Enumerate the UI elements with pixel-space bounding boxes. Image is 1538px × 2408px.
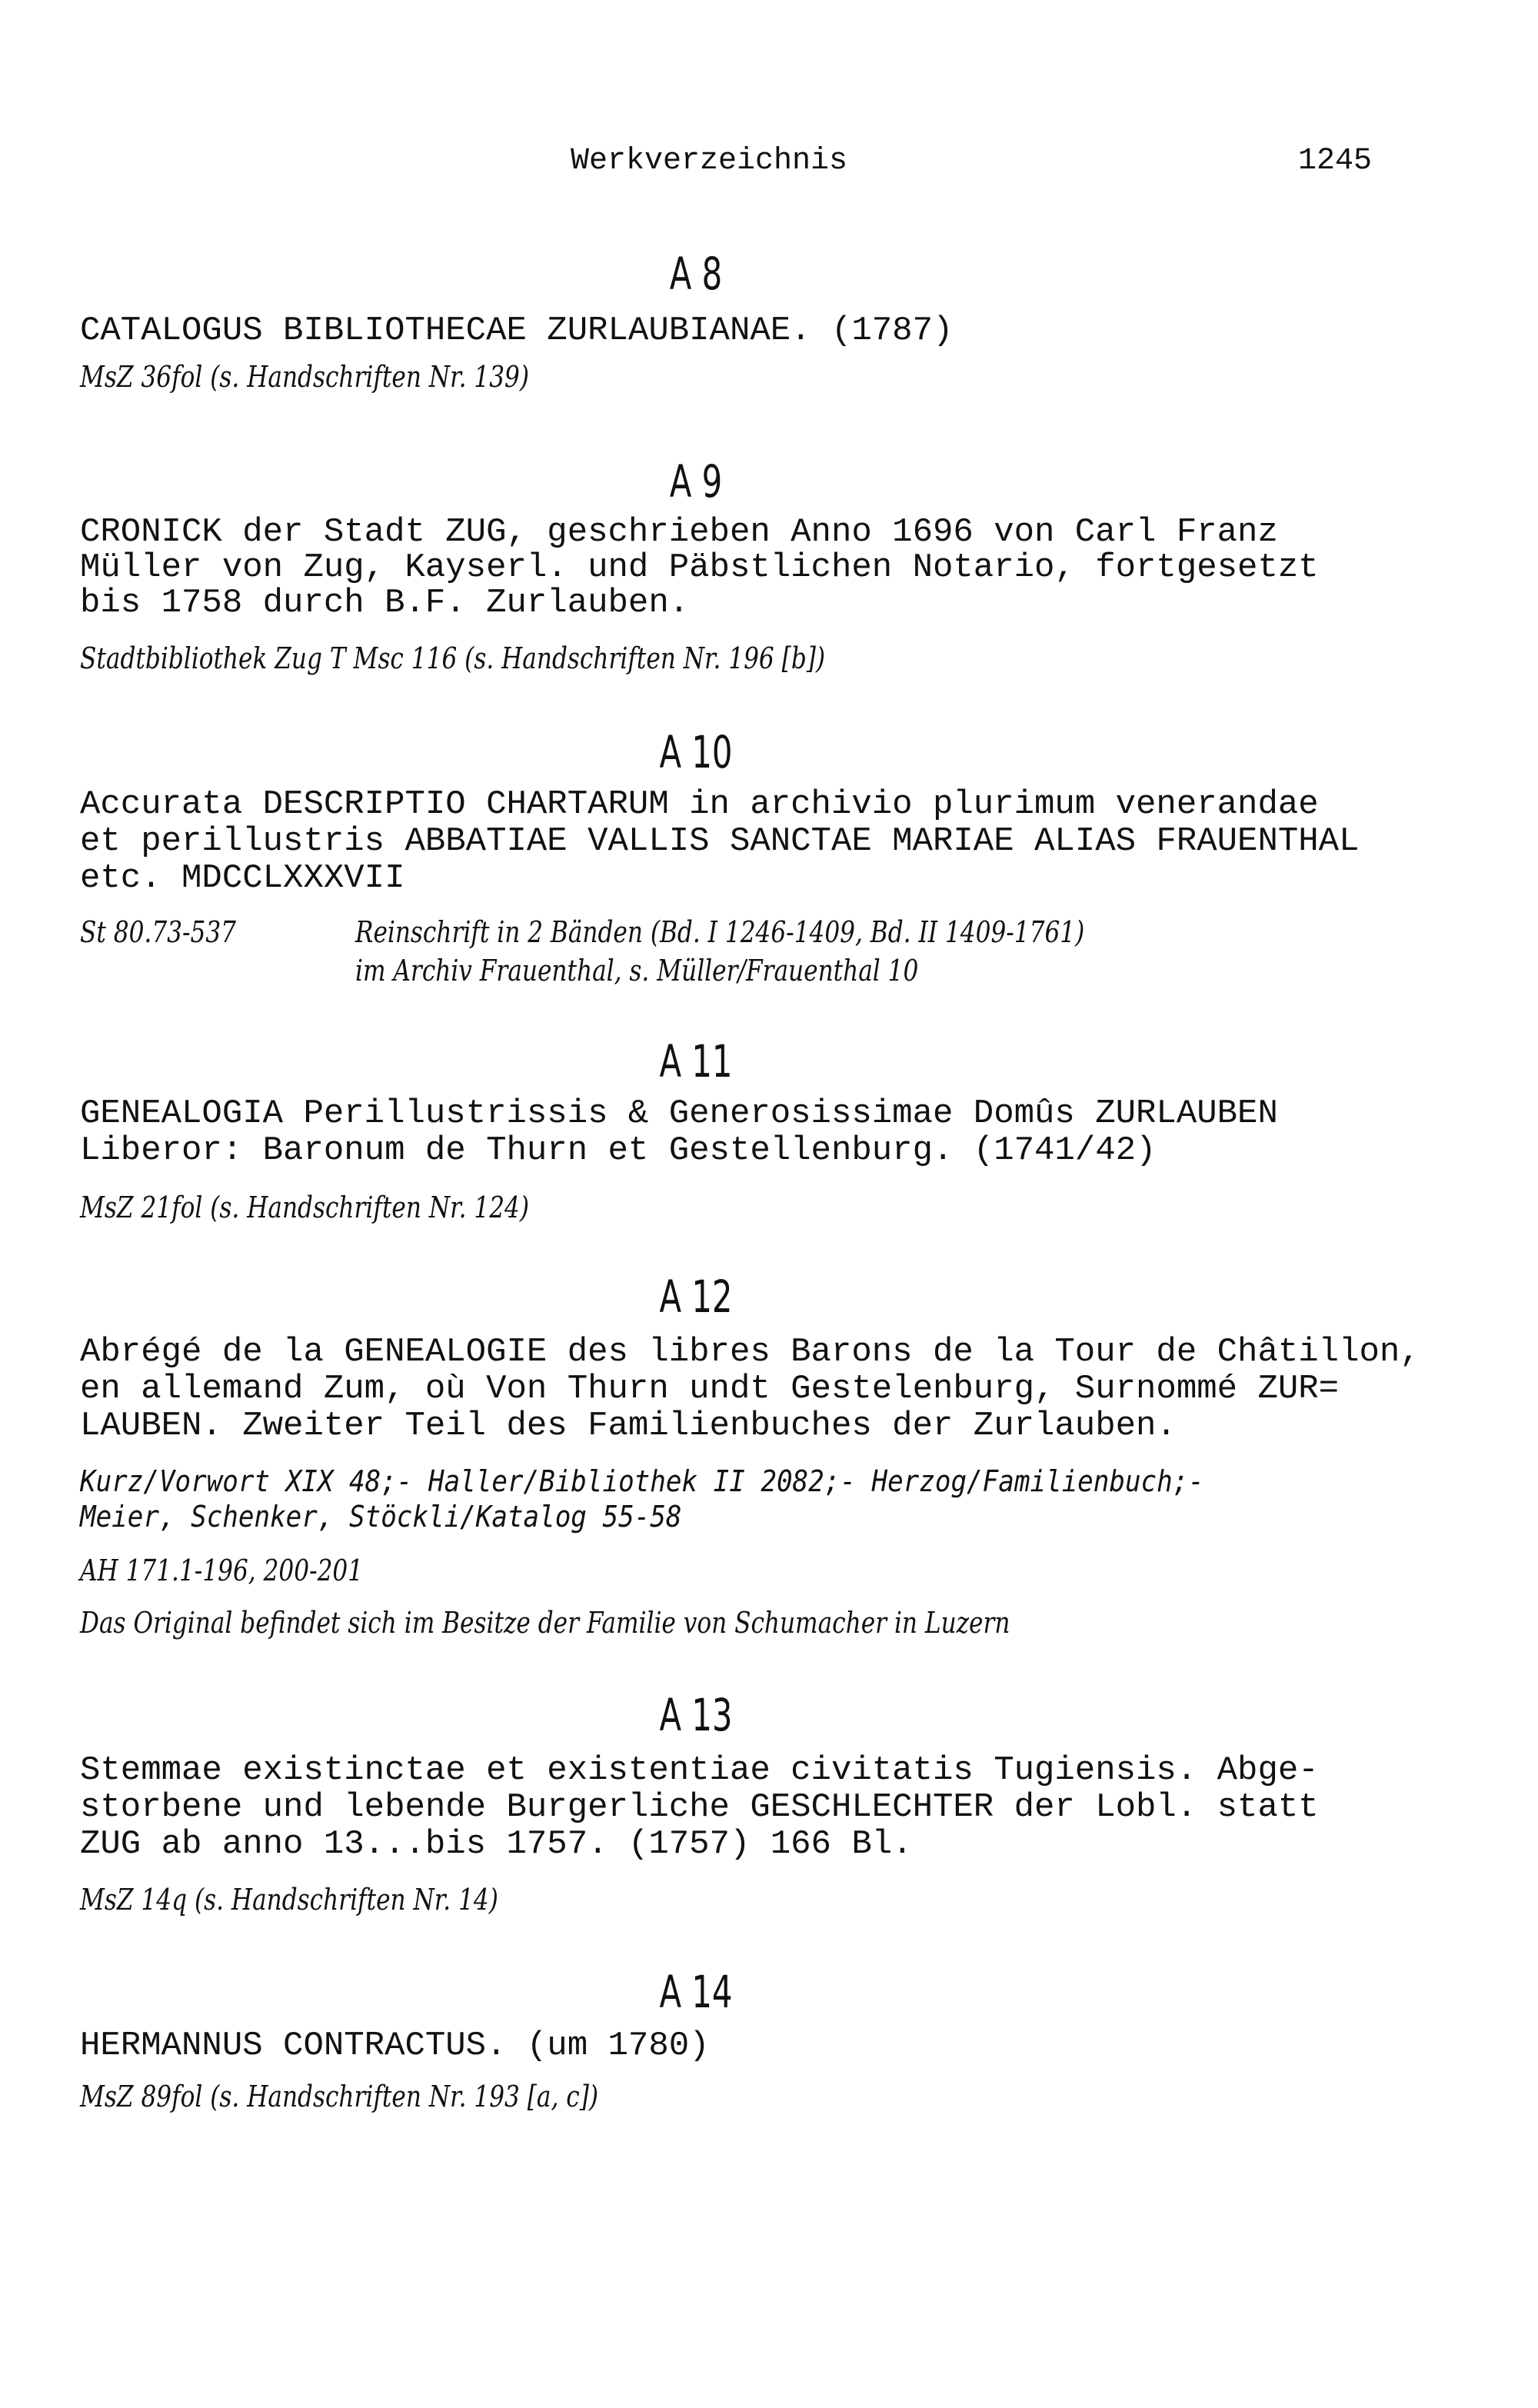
entry-title-line: Abrégé de la GENEALOGIE des libres Barons de la Tour de Châtillon,: [80, 1333, 1420, 1371]
entry-reference: MsZ 89fol (s. Handschriften Nr. 193 [a, c]): [80, 2080, 599, 2113]
entry-reference: Reinschrift in 2 Bänden (Bd. I 1246-1409, Bd. II 1409-1761): [355, 915, 1085, 949]
entry-literature: Kurz/Vorwort XIX 48;- Haller/Bibliothek II 2082;- Herzog/Familienbuch;-: [80, 1464, 1204, 1498]
entry-title-line: etc. MDCCLXXXVII: [80, 859, 405, 898]
entry-reference: AH 171.1-196, 200-201: [80, 1554, 364, 1587]
entry-reference: MsZ 14q (s. Handschriften Nr. 14): [80, 1883, 498, 1917]
entry-title-line: CRONICK der Stadt ZUG, geschrieben Anno 1696 von Carl Franz: [80, 513, 1278, 551]
entry-note: Das Original befindet sich im Besitze der Familie von Schumacher in Luzern: [80, 1606, 1010, 1640]
entry-heading: A 13: [659, 1689, 733, 1741]
entry-heading: A 14: [659, 1966, 733, 2018]
entry-reference: MsZ 21fol (s. Handschriften Nr. 124): [80, 1191, 530, 1224]
entry-title-line: Liberor: Baronum de Thurn et Gestellenburg. (1741/42): [80, 1131, 1157, 1170]
entry-heading: A 8: [669, 248, 723, 300]
entry-title-line: Müller von Zug, Kayserl. und Päbstlichen Notario, fortgesetzt: [80, 548, 1319, 587]
entry-heading: A 12: [659, 1271, 733, 1323]
entry-title-line: CATALOGUS BIBLIOTHECAE ZURLAUBIANAE. (1787): [80, 311, 954, 350]
entry-reference: MsZ 36fol (s. Handschriften Nr. 139): [80, 360, 530, 394]
entry-title-line: GENEALOGIA Perillustrissis & Generosissimae Domûs ZURLAUBEN: [80, 1094, 1278, 1133]
entry-title-line: LAUBEN. Zweiter Teil des Familienbuches der Zurlauben.: [80, 1407, 1177, 1445]
entry-heading: A 10: [659, 726, 733, 778]
entry-title-line: HERMANNUS CONTRACTUS. (um 1780): [80, 2027, 710, 2065]
running-header-title: Werkverzeichnis: [571, 144, 848, 178]
entry-title-line: et perillustris ABBATIAE VALLIS SANCTAE MARIAE ALIAS FRAUENTHAL: [80, 822, 1360, 861]
entry-title-line: storbene und lebende Burgerliche GESCHLECHTER der Lobl. statt: [80, 1788, 1319, 1827]
entry-reference: Stadtbibliothek Zug T Msc 116 (s. Handschriften Nr. 196 [b]): [80, 641, 826, 675]
entry-heading: A 9: [669, 455, 723, 508]
page-number: 1245: [1298, 144, 1373, 178]
entry-literature: Meier, Schenker, Stöckli/Katalog 55-58: [80, 1500, 682, 1534]
entry-title-line: bis 1758 durch B.F. Zurlauben.: [80, 584, 690, 622]
entry-title-line: ZUG ab anno 13...bis 1757. (1757) 166 Bl.: [80, 1825, 913, 1863]
entry-title-line: en allemand Zum, où Von Thurn undt Gestelenburg, Surnommé ZUR=: [80, 1370, 1340, 1408]
entry-heading: A 11: [659, 1035, 733, 1087]
entry-shelfmark: St 80.73-537: [80, 915, 236, 949]
entry-title-line: Accurata DESCRIPTIO CHARTARUM in archivio plurimum venerandae: [80, 785, 1319, 824]
entry-reference: im Archiv Frauenthal, s. Müller/Frauenthal 10: [355, 954, 919, 988]
entry-title-line: Stemmae existinctae et existentiae civitatis Tugiensis. Abge-: [80, 1751, 1319, 1790]
